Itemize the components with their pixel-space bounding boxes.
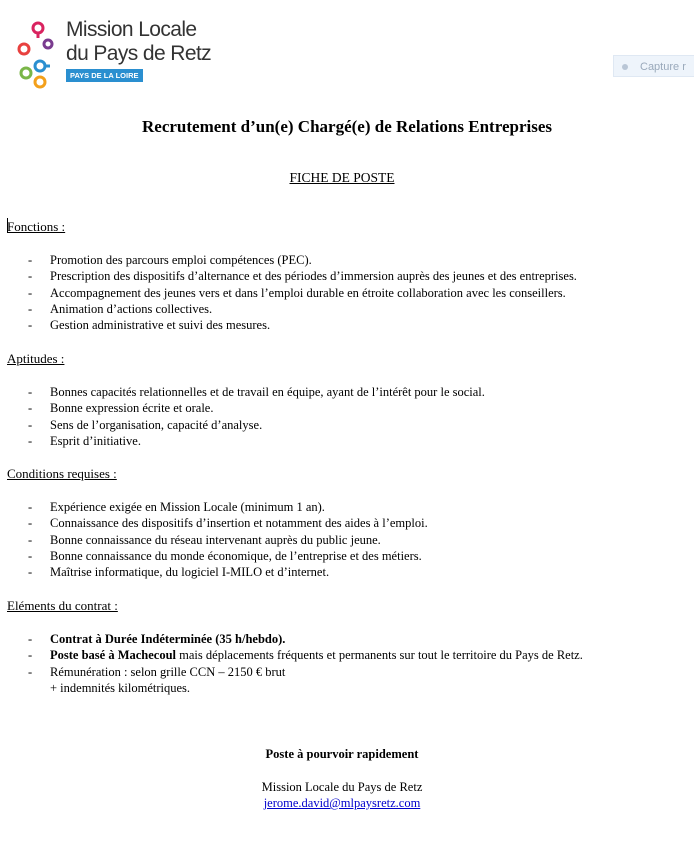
section-heading-aptitudes: Aptitudes :: [7, 351, 65, 366]
list-item: - Expérience exigée en Mission Locale (minimum 1 an).: [28, 500, 325, 514]
capture-label: Capture r: [640, 61, 686, 73]
closing-headline: Poste à pourvoir rapidement: [265, 747, 419, 761]
capture-button[interactable]: [613, 55, 694, 77]
logo-region-badge: PAYS DE LA LOIRE: [66, 69, 143, 82]
page-subtitle: FICHE DE POSTE: [289, 170, 395, 185]
page-title: Recrutement d’un(e) Chargé(e) de Relations Entreprises: [142, 117, 552, 136]
mission-locale-logo: [14, 18, 212, 96]
list-item: - Gestion administrative et suivi des mesures.: [28, 318, 271, 333]
list-item: - Promotion des parcours emploi compétences (PEC).: [28, 253, 312, 267]
section-heading-fonctions: Fonctions :: [7, 219, 66, 234]
list-item: - Poste basé à Machecoul mais déplacements fréquents et permanents sur tout le territoire du Pays de Retz.: [28, 648, 583, 663]
capture-icon: [622, 64, 628, 70]
list-item-continuation: + indemnités kilométriques.: [50, 680, 191, 695]
closing-organization: Mission Locale du Pays de Retz: [261, 780, 423, 794]
list-item: - Connaissance des dispositifs d’insertion et notamment des aides à l’emploi.: [28, 516, 428, 531]
closing-email-line: [0, 796, 684, 811]
conditions-list: [0, 499, 428, 580]
list-item: - Bonne connaissance du réseau intervenant auprès du public jeune.: [28, 532, 381, 547]
list-item: - Accompagnement des jeunes vers et dans l’emploi durable en étroite collaboration avec les conseillers.: [28, 285, 566, 300]
section-heading-conditions: Conditions requises :: [7, 466, 117, 481]
list-item: - Prescription des dispositifs d’alternance et des périodes d’immersion auprès des jeunes et des entreprises.: [28, 269, 577, 284]
section-heading-contrat: Eléments du contrat :: [7, 598, 118, 613]
list-item: - Sens de l’organisation, capacité d’analyse.: [28, 417, 263, 432]
list-item: - Rémunération : selon grille CCN – 2150 € brut: [28, 664, 286, 679]
list-item: - Esprit d’initiative.: [28, 433, 141, 448]
logo-line-1: Mission Locale: [66, 18, 197, 41]
contrat-list: [0, 631, 583, 696]
list-item: - Bonne connaissance du monde économique, de l’entreprise et des métiers.: [28, 548, 422, 563]
logo-circles-icon: [14, 18, 66, 96]
list-item: - Maîtrise informatique, du logiciel I-MILO et d’internet.: [28, 565, 330, 580]
fonctions-list: [0, 252, 577, 333]
logo-line-2: du Pays de Retz: [66, 42, 212, 65]
aptitudes-list: [0, 384, 485, 449]
email-link[interactable]: jerome.david@mlpaysretz.com: [263, 796, 421, 810]
list-item: - Animation d’actions collectives.: [28, 301, 213, 316]
list-item: - Bonne expression écrite et orale.: [28, 401, 214, 416]
list-item: - Contrat à Durée Indéterminée (35 h/hebdo).: [28, 632, 286, 646]
list-item: - Bonnes capacités relationnelles et de travail en équipe, ayant de l’intérêt pour le social.: [28, 385, 485, 399]
